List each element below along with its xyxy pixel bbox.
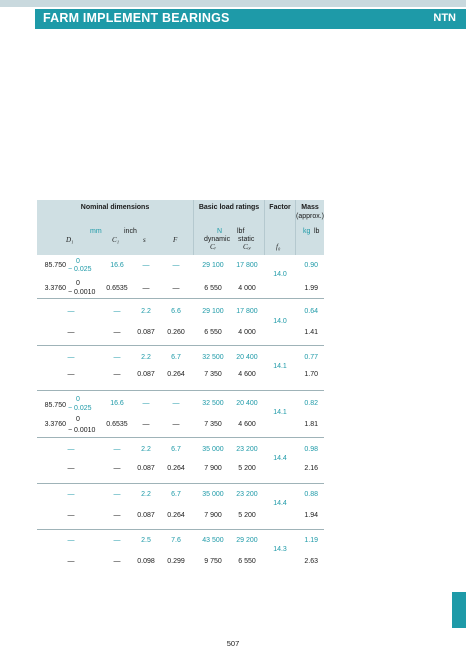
- cell-C1: —: [113, 446, 121, 453]
- symbol-D1: D₁: [66, 236, 74, 244]
- cell-f0: 14.1: [273, 363, 287, 370]
- cell-D1-inch: —: [67, 329, 75, 336]
- symbol-s: s: [143, 236, 146, 244]
- cell-Cor-lbf: 6 550: [238, 558, 256, 565]
- cell-mass-lb: 1.94: [304, 512, 318, 519]
- cell-Cr-lbf: 6 550: [204, 329, 222, 336]
- cell-F-inch: 0.264: [167, 512, 185, 519]
- cell-D1-tol-lower: − 0.025: [68, 266, 92, 273]
- cell-D1: 85.750: [44, 402, 66, 409]
- cell-s: —: [142, 400, 150, 407]
- cell-D1: 85.750: [44, 262, 66, 269]
- page-number: 507: [226, 639, 240, 648]
- cell-F-inch: 0.264: [167, 465, 185, 472]
- cell-Cr-lbf: 7 900: [204, 465, 222, 472]
- cell-mass-lb: 1.41: [304, 329, 318, 336]
- cell-Cr: 35 000: [202, 491, 224, 498]
- cell-mass-lb: 2.63: [304, 558, 318, 565]
- cell-F-inch: 0.260: [167, 329, 185, 336]
- cell-f0: 14.4: [273, 455, 287, 462]
- cell-s: 2.2: [141, 308, 151, 315]
- cell-Cr-lbf: 7 900: [204, 512, 222, 519]
- label-static: static: [238, 236, 255, 243]
- cell-Cr: 29 100: [202, 262, 224, 269]
- symbol-Cr: Cᵣ: [210, 243, 217, 251]
- cell-F: 6.7: [171, 354, 181, 361]
- cell-s: 2.2: [141, 354, 151, 361]
- cell-C1: 16.6: [110, 262, 124, 269]
- cell-D1-inch-tol-lower: − 0.0010: [68, 289, 96, 296]
- cell-Cor-lbf: 4 600: [238, 371, 256, 378]
- cell-D1-inch: —: [67, 558, 75, 565]
- cell-D1: —: [67, 537, 75, 544]
- cell-mass: 0.77: [304, 354, 318, 361]
- cell-C1-inch: —: [113, 371, 121, 378]
- cell-Cor: 29 200: [236, 537, 258, 544]
- cell-D1: —: [67, 354, 75, 361]
- cell-mass: 0.90: [304, 262, 318, 269]
- cell-mass-lb: 1.70: [304, 371, 318, 378]
- header-nominal-dimensions: Nominal dimensions: [80, 204, 150, 211]
- cell-mass: 0.82: [304, 400, 318, 407]
- cell-f0: 14.4: [273, 500, 287, 507]
- label-dynamic: dynamic: [204, 236, 231, 243]
- cell-Cor-lbf: 5 200: [238, 465, 256, 472]
- cell-F-inch: 0.299: [167, 558, 185, 565]
- cell-f0: 14.0: [273, 271, 287, 278]
- cell-Cr-lbf: 9 750: [204, 558, 222, 565]
- cell-Cor: 20 400: [236, 400, 258, 407]
- cell-Cor: 17 800: [236, 262, 258, 269]
- unit-inch: inch: [124, 228, 137, 235]
- header-mass: Mass: [301, 204, 319, 211]
- cell-F: 6.7: [171, 491, 181, 498]
- cell-D1: —: [67, 308, 75, 315]
- cell-C1: —: [113, 537, 121, 544]
- unit-lbf: lbf: [237, 228, 245, 235]
- row-divider: [37, 345, 324, 346]
- cell-f0: 14.3: [273, 546, 287, 553]
- cell-C1: 16.6: [110, 400, 124, 407]
- brand-logo: NTN: [433, 12, 456, 24]
- cell-C1-inch: —: [113, 558, 121, 565]
- cell-Cor-lbf: 4 000: [238, 285, 256, 292]
- cell-Cr: 35 000: [202, 446, 224, 453]
- cell-Cr: 32 500: [202, 400, 224, 407]
- symbol-C1: C₁: [112, 236, 120, 244]
- cell-s-inch: 0.087: [137, 371, 155, 378]
- top-color-strip: [0, 0, 466, 7]
- cell-s-inch: 0.098: [137, 558, 155, 565]
- row-divider: [37, 390, 324, 391]
- cell-Cr-lbf: 7 350: [204, 421, 222, 428]
- cell-s: 2.2: [141, 446, 151, 453]
- row-divider: [37, 437, 324, 438]
- section-header-bar: [35, 9, 466, 29]
- cell-Cr-lbf: 7 350: [204, 371, 222, 378]
- symbol-Cor: Cₒᵣ: [243, 243, 252, 251]
- unit-lb: lb: [314, 228, 320, 235]
- cell-F: —: [172, 400, 180, 407]
- cell-C1: —: [113, 491, 121, 498]
- cell-Cor-lbf: 5 200: [238, 512, 256, 519]
- cell-F: —: [172, 262, 180, 269]
- row-divider: [37, 483, 324, 484]
- unit-mm: mm: [90, 228, 102, 235]
- unit-kg: kg: [303, 228, 311, 235]
- cell-s-inch: —: [142, 421, 150, 428]
- cell-Cor: 17 800: [236, 308, 258, 315]
- cell-Cor: 23 200: [236, 491, 258, 498]
- cell-F-inch: 0.264: [167, 371, 185, 378]
- cell-s: 2.2: [141, 491, 151, 498]
- row-divider: [37, 529, 324, 530]
- header-basic-load-ratings: Basic load ratings: [198, 204, 260, 211]
- cell-mass: 0.88: [304, 491, 318, 498]
- cell-F: 7.6: [171, 537, 181, 544]
- cell-mass-lb: 1.81: [304, 421, 318, 428]
- cell-F: 6.7: [171, 446, 181, 453]
- cell-F-inch: —: [172, 421, 180, 428]
- cell-s-inch: —: [142, 285, 150, 292]
- section-title: FARM IMPLEMENT BEARINGS: [43, 11, 230, 25]
- symbol-f0: f₀: [276, 243, 281, 251]
- cell-s-inch: 0.087: [137, 465, 155, 472]
- cell-s: —: [142, 262, 150, 269]
- cell-s-inch: 0.087: [137, 512, 155, 519]
- header-factor: Factor: [269, 204, 291, 211]
- cell-C1-inch: —: [113, 465, 121, 472]
- cell-Cr: 43 500: [202, 537, 224, 544]
- cell-D1-inch: 3.3760: [44, 285, 66, 292]
- cell-f0: 14.1: [273, 409, 287, 416]
- cell-f0: 14.0: [273, 318, 287, 325]
- cell-C1-inch: —: [113, 329, 121, 336]
- cell-D1-inch: 3.3760: [44, 421, 66, 428]
- cell-s: 2.5: [141, 537, 151, 544]
- cell-D1: —: [67, 491, 75, 498]
- cell-mass: 0.64: [304, 308, 318, 315]
- cell-Cr: 32 500: [202, 354, 224, 361]
- cell-mass: 0.98: [304, 446, 318, 453]
- cell-Cor: 23 200: [236, 446, 258, 453]
- cell-C1-inch: —: [113, 512, 121, 519]
- cell-Cor: 20 400: [236, 354, 258, 361]
- cell-D1-tol-upper: 0: [76, 258, 80, 265]
- cell-C1-inch: 0.6535: [106, 285, 128, 292]
- cell-D1-inch-tol-upper: 0: [76, 280, 80, 287]
- cell-D1: —: [67, 446, 75, 453]
- cell-C1: —: [113, 308, 121, 315]
- cell-D1-inch: —: [67, 465, 75, 472]
- cell-D1-inch: —: [67, 512, 75, 519]
- cell-D1-tol-lower: − 0.025: [68, 405, 92, 412]
- cell-D1-inch: —: [67, 371, 75, 378]
- cell-Cr-lbf: 6 550: [204, 285, 222, 292]
- page-side-tab: [452, 592, 466, 628]
- cell-Cor-lbf: 4 000: [238, 329, 256, 336]
- header-mass-approx: (approx.): [296, 213, 325, 220]
- cell-D1-tol-upper: 0: [76, 396, 80, 403]
- cell-C1-inch: 0.6535: [106, 421, 128, 428]
- cell-D1-inch-tol-lower: − 0.0010: [68, 427, 96, 434]
- cell-F: 6.6: [171, 308, 181, 315]
- cell-s-inch: 0.087: [137, 329, 155, 336]
- cell-Cr: 29 100: [202, 308, 224, 315]
- row-divider: [37, 298, 324, 299]
- cell-Cor-lbf: 4 600: [238, 421, 256, 428]
- cell-mass-lb: 1.99: [304, 285, 318, 292]
- cell-F-inch: —: [172, 285, 180, 292]
- cell-D1-inch-tol-upper: 0: [76, 416, 80, 423]
- cell-mass: 1.19: [304, 537, 318, 544]
- cell-mass-lb: 2.16: [304, 465, 318, 472]
- unit-newton: N: [217, 228, 223, 235]
- symbol-F: F: [173, 236, 178, 244]
- cell-C1: —: [113, 354, 121, 361]
